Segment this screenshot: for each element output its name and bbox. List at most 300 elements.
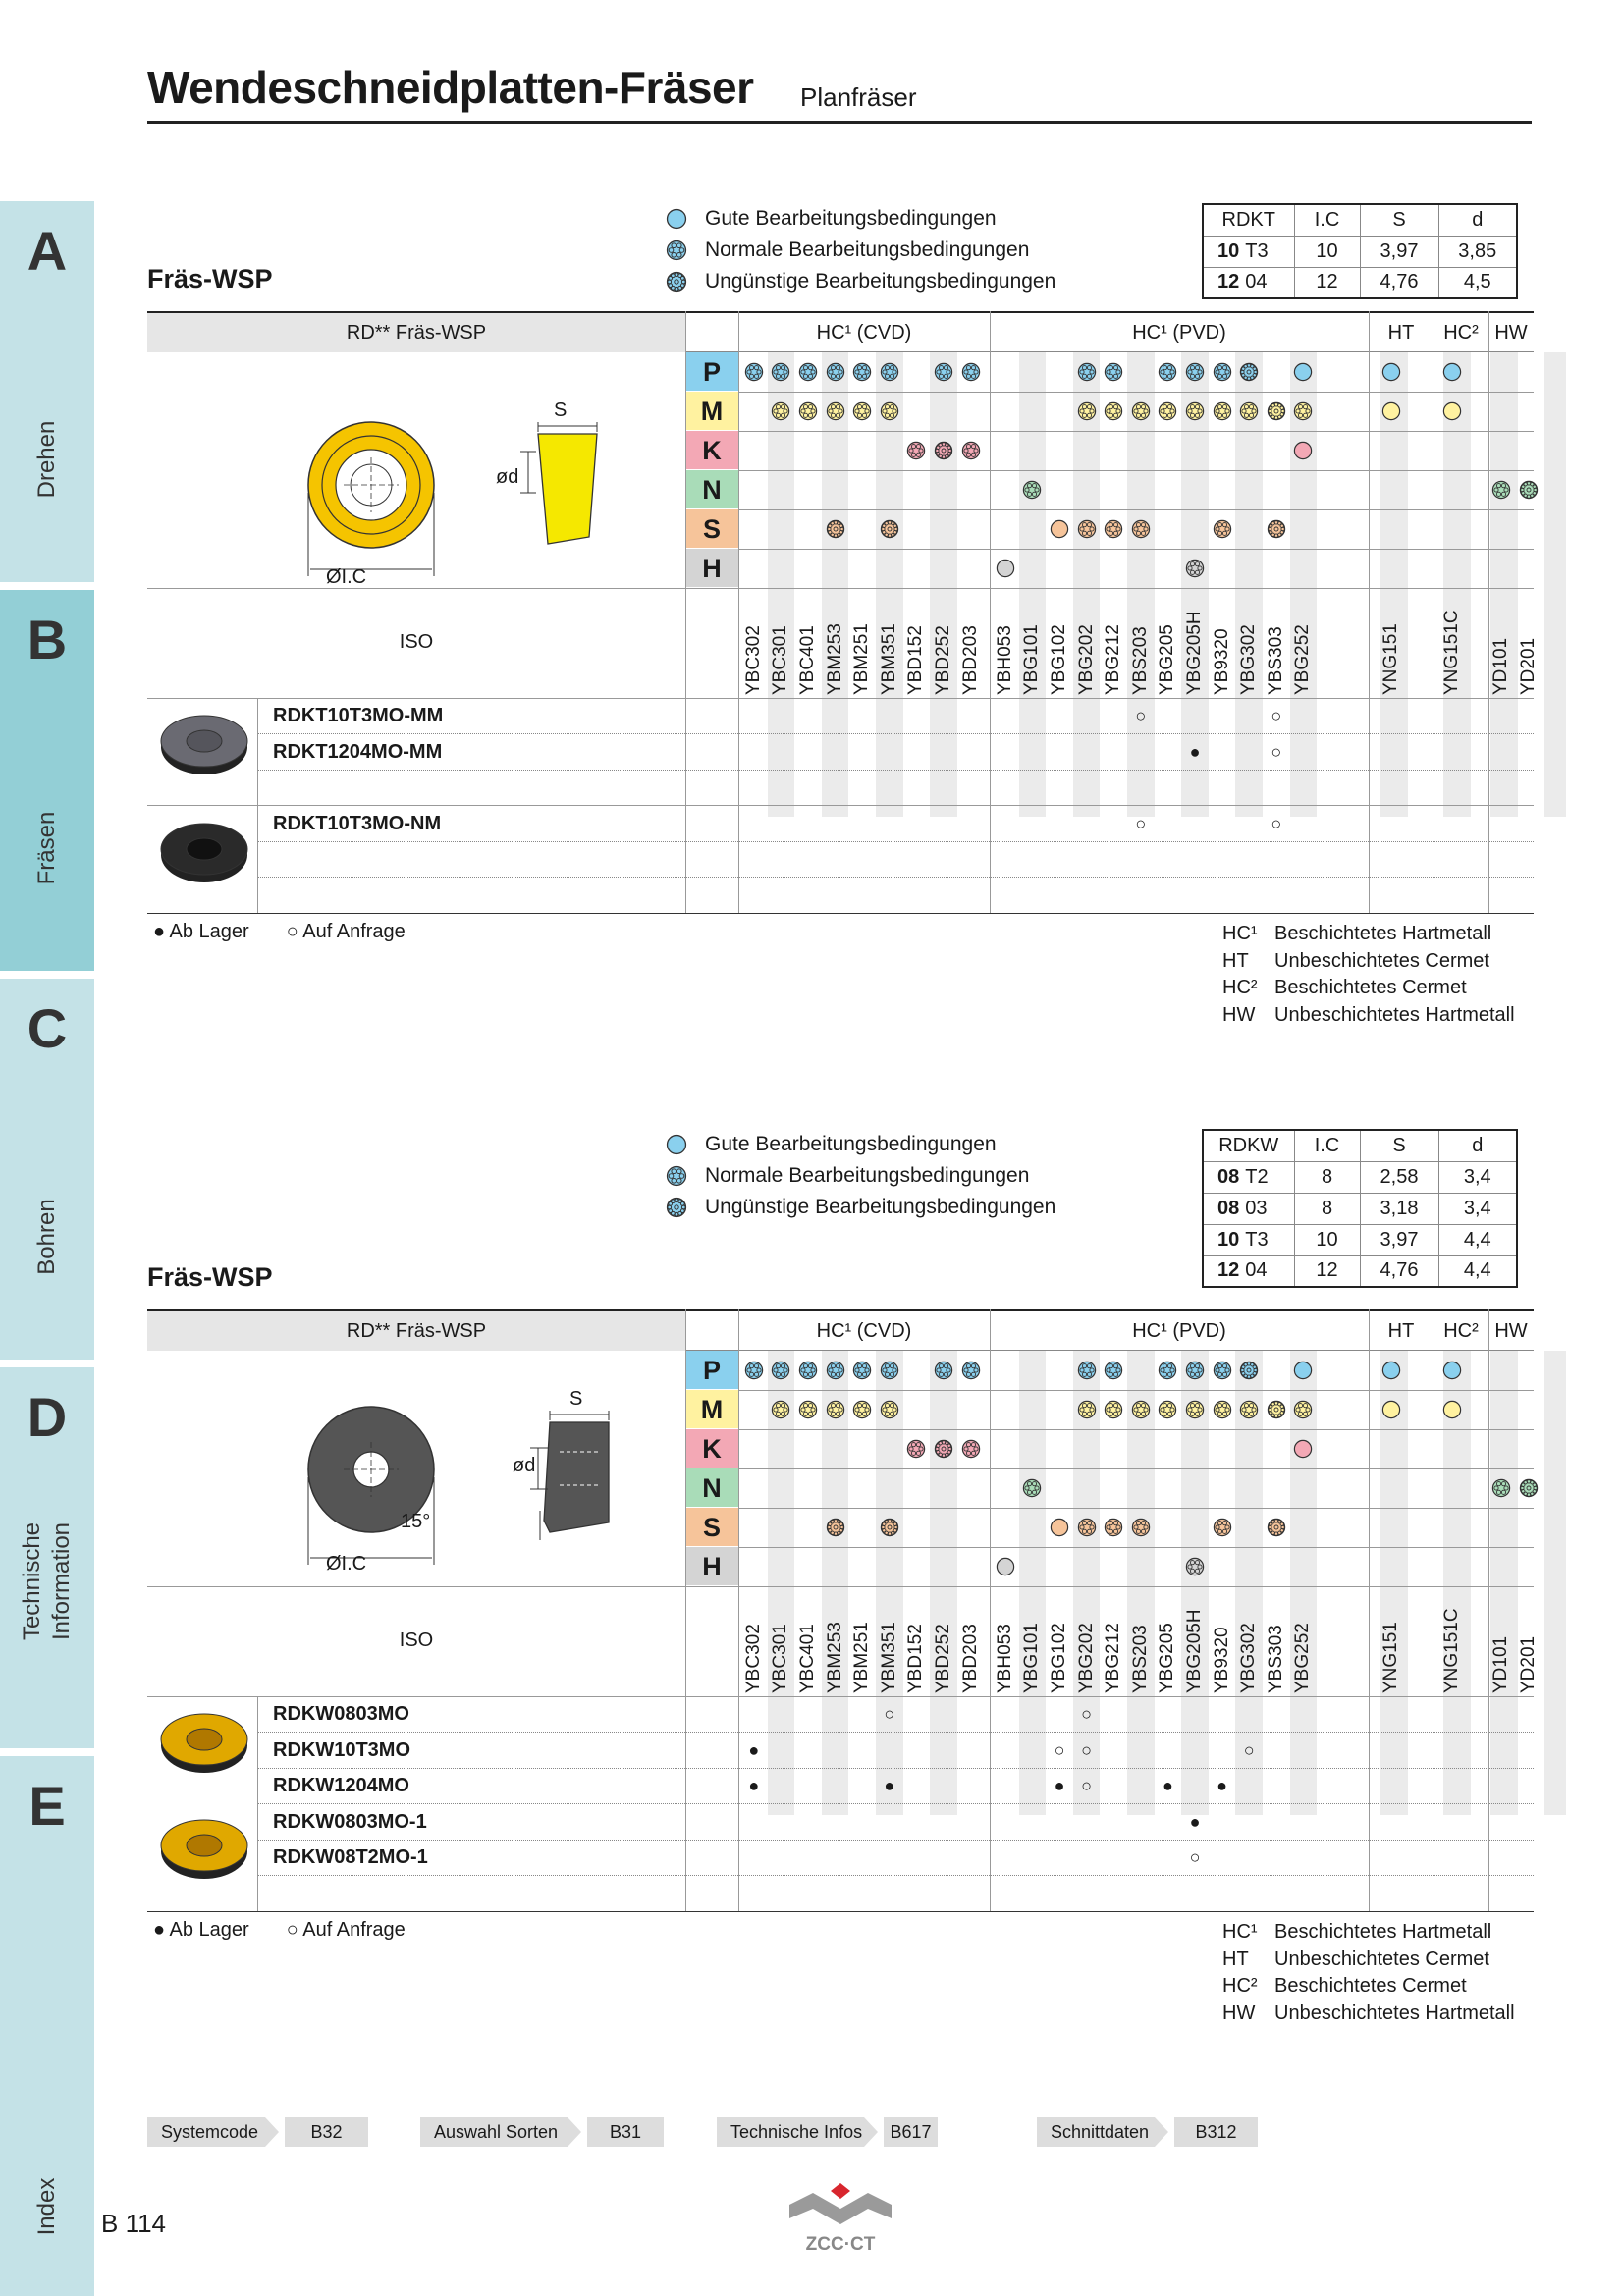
grade-label: YNG151C — [1441, 610, 1462, 695]
nav-label: Auswahl Sorten — [420, 2117, 568, 2147]
rating-normal-icon — [961, 362, 981, 382]
column-stripe — [1544, 1351, 1566, 1815]
column-stripe — [1019, 1351, 1047, 1815]
dim-value: 4,4 — [1438, 1224, 1517, 1255]
product-name: RDKW10T3MO — [273, 1738, 411, 1761]
grade-label: YBS303 — [1265, 626, 1286, 695]
grade-label: YBD152 — [905, 1624, 927, 1693]
grade-label: YBG212 — [1103, 1623, 1124, 1693]
rating-normal-icon — [852, 401, 872, 421]
legend-text: Normale Bearbeitungsbedingungen — [705, 239, 1030, 261]
rating-good-icon — [1293, 1361, 1313, 1380]
row-line — [257, 1732, 1534, 1733]
dim-value: 8 — [1294, 1193, 1360, 1224]
condition-good-icon — [666, 1134, 705, 1155]
abbreviation-meaning: Beschichtetes Hartmetall — [1274, 1921, 1492, 1943]
rating-normal-icon — [1158, 1361, 1177, 1380]
condition-normal-icon — [666, 240, 705, 261]
stock-mark: ● — [1162, 1776, 1173, 1795]
grade-label: YBM253 — [824, 623, 845, 695]
dim-header: I.C — [1294, 1130, 1360, 1161]
grade-label: YBG102 — [1049, 1623, 1069, 1693]
matrix-bottom — [147, 913, 1534, 914]
grade-label: YBC401 — [797, 625, 818, 695]
nav-link-b31[interactable] — [420, 2117, 664, 2147]
request-mark: ○ — [1243, 1739, 1255, 1760]
condition-normal-icon — [666, 1165, 705, 1187]
rating-normal-icon — [1104, 401, 1123, 421]
rating-normal-icon — [1185, 559, 1205, 578]
request-mark: ○ — [1271, 741, 1282, 762]
rating-normal-icon — [1213, 1400, 1232, 1419]
rating-normal-icon — [1104, 519, 1123, 539]
dim-value: 12 — [1294, 1255, 1360, 1287]
rating-bad-icon — [826, 519, 845, 539]
grade-label: YB9320 — [1211, 1627, 1232, 1693]
drawing-angle-label: 15° — [401, 1511, 431, 1532]
rating-normal-icon — [1213, 401, 1232, 421]
abbreviation-meaning: Unbeschichtetes Cermet — [1274, 949, 1489, 972]
dim-header: S — [1360, 1130, 1438, 1161]
grade-label: YBG205 — [1157, 1623, 1178, 1693]
column-stripe — [1380, 352, 1408, 817]
group-header-hc2: HC² — [1443, 322, 1479, 344]
nav-link-b312[interactable] — [1037, 2117, 1258, 2147]
rating-normal-icon — [880, 1361, 899, 1380]
material-M: M — [685, 392, 738, 431]
request-mark: ○ — [1054, 1739, 1065, 1760]
rating-normal-icon — [852, 362, 872, 382]
abbreviation-row — [1222, 1002, 1515, 1030]
tab-b[interactable] — [0, 590, 94, 975]
rating-normal-icon — [852, 1400, 872, 1419]
col-line — [1488, 311, 1489, 913]
grade-label: YBD252 — [933, 1624, 953, 1693]
rating-good-icon — [1442, 1361, 1462, 1380]
rating-normal-icon — [771, 362, 790, 382]
legend-text: Gute Bearbeitungsbedingungen — [705, 1133, 997, 1155]
rating-normal-icon — [1158, 1400, 1177, 1419]
dim-header: d — [1438, 1130, 1517, 1161]
grade-label: YBM351 — [878, 1622, 899, 1693]
grade-label: YBG252 — [1292, 1623, 1314, 1693]
availability-legend — [153, 1919, 406, 1942]
rating-bad-icon — [1267, 1400, 1286, 1419]
dim-header: RDKW — [1203, 1130, 1294, 1161]
rating-good-icon — [1381, 1400, 1401, 1419]
rating-bad-icon — [880, 1518, 899, 1537]
request-mark: ○ — [1271, 813, 1282, 833]
dim-value: 4,4 — [1438, 1255, 1517, 1287]
row-line — [257, 770, 1534, 771]
grade-label: YBG102 — [1049, 624, 1069, 695]
product-name: RDKW0803MO-1 — [273, 1810, 427, 1833]
dim-value: 8 — [1294, 1161, 1360, 1193]
tab-label: Index — [33, 2177, 60, 2236]
material-H: H — [685, 1547, 738, 1586]
matrix-header-title: RD** Fräs-WSP — [147, 1311, 685, 1351]
dim-header: RDKT — [1203, 204, 1294, 236]
insert-photo-rdkt-mm — [155, 708, 253, 776]
divider — [147, 1696, 1534, 1697]
dim-code: 08 T2 — [1203, 1161, 1294, 1193]
condition-bad-icon — [666, 271, 705, 293]
rating-bad-icon — [934, 1439, 953, 1459]
tab-label: Drehen — [33, 420, 60, 499]
grade-label: YBM251 — [851, 1622, 873, 1693]
rating-good-icon — [1293, 362, 1313, 382]
row-line — [738, 392, 1534, 393]
dim-value: 3,85 — [1438, 236, 1517, 267]
row-line — [147, 805, 1534, 806]
rating-good-icon — [1381, 362, 1401, 382]
stock-legend: ● Ab Lager — [153, 1919, 249, 1941]
dim-code: 10 T3 — [1203, 236, 1294, 267]
rating-normal-icon — [906, 441, 926, 460]
rating-normal-icon — [1022, 480, 1042, 500]
dim-row — [1203, 1255, 1517, 1287]
grade-label: YBC302 — [742, 1624, 764, 1693]
insert-photo-rdkw-1 — [155, 1812, 253, 1881]
nav-page: B617 — [884, 2117, 938, 2147]
grade-label: YBG202 — [1075, 1623, 1097, 1693]
request-legend: ○ Auf Anfrage — [286, 921, 406, 942]
nav-page: B31 — [587, 2117, 664, 2147]
grade-label: YBG302 — [1238, 1623, 1260, 1693]
rating-normal-icon — [1022, 1478, 1042, 1498]
grade-matrix — [147, 311, 1539, 834]
row-line — [738, 1547, 1534, 1548]
grade-label: YBG205 — [1157, 624, 1178, 695]
abbreviation: HW — [1222, 2002, 1256, 2024]
abbreviation: HC¹ — [1222, 923, 1258, 944]
dim-value: 3,4 — [1438, 1161, 1517, 1193]
dim-header: I.C — [1294, 204, 1360, 236]
abbreviation-row — [1222, 1947, 1515, 1974]
chevron-right-icon — [864, 2117, 878, 2147]
tab-letter: D — [27, 1386, 68, 1448]
column-stripe — [768, 352, 795, 817]
rating-normal-icon — [798, 362, 818, 382]
rating-normal-icon — [961, 441, 981, 460]
dim-value: 12 — [1294, 267, 1360, 298]
rating-bad-icon — [1519, 1478, 1539, 1498]
rating-normal-icon — [798, 1361, 818, 1380]
row-line — [257, 1768, 1534, 1769]
request-legend: ○ Auf Anfrage — [286, 1919, 406, 1941]
grade-label: YD201 — [1517, 1635, 1539, 1693]
rating-normal-icon — [1077, 1400, 1097, 1419]
rating-good-icon — [1050, 1518, 1069, 1537]
rating-normal-icon — [1185, 1361, 1205, 1380]
tab-label: Bohren — [33, 1199, 60, 1275]
material-N: N — [685, 470, 738, 509]
drawing-ic-label: ØI.C — [326, 566, 367, 588]
row-line — [738, 431, 1534, 432]
iso-label: ISO — [399, 631, 434, 653]
legend-text: Normale Bearbeitungsbedingungen — [705, 1164, 1030, 1187]
abbreviation: HC¹ — [1222, 1921, 1258, 1943]
abbreviation-meaning: Beschichtetes Cermet — [1274, 1975, 1467, 1997]
grade-label: YBG202 — [1075, 624, 1097, 695]
column-stripe — [1235, 352, 1263, 817]
col-line — [257, 698, 258, 913]
legend-normal — [666, 1160, 1055, 1192]
drawing-ic-label: ØI.C — [326, 1553, 367, 1575]
column-stripe — [1544, 352, 1566, 817]
group-header-pvd: HC¹ (PVD) — [1132, 1320, 1226, 1342]
rating-good-icon — [1442, 1400, 1462, 1419]
material-S: S — [685, 509, 738, 549]
rating-normal-icon — [880, 362, 899, 382]
abbreviation-meaning: Beschichtetes Cermet — [1274, 977, 1467, 998]
rating-good-icon — [1381, 1361, 1401, 1380]
dim-row — [1203, 267, 1517, 298]
rating-bad-icon — [1267, 519, 1286, 539]
matrix-header — [147, 311, 1534, 352]
stock-mark: ● — [1054, 1776, 1065, 1795]
rating-normal-icon — [1491, 1478, 1511, 1498]
rating-bad-icon — [880, 519, 899, 539]
rating-normal-icon — [1213, 362, 1232, 382]
tab-d[interactable] — [0, 1367, 94, 1752]
legend-good — [666, 203, 1055, 235]
matrix-header-title: RD** Fräs-WSP — [147, 313, 685, 352]
product-name: RDKW0803MO — [273, 1703, 409, 1725]
rating-normal-icon — [1185, 401, 1205, 421]
grade-label: YBG205H — [1184, 1609, 1205, 1693]
col-line — [738, 1309, 739, 1911]
rating-good-icon — [996, 1557, 1015, 1576]
rating-normal-icon — [934, 362, 953, 382]
column-stripe — [1443, 352, 1471, 817]
abbreviation-meaning: Unbeschichtetes Hartmetall — [1274, 1003, 1515, 1026]
rating-normal-icon — [934, 1361, 953, 1380]
dim-value: 10 — [1294, 1224, 1360, 1255]
rating-normal-icon — [880, 1400, 899, 1419]
rating-normal-icon — [826, 362, 845, 382]
page-title: Wendeschneidplatten-Fräser — [147, 62, 754, 113]
row-line — [738, 1390, 1534, 1391]
column-stripe — [1181, 1351, 1209, 1815]
dim-value: 10 — [1294, 236, 1360, 267]
rating-normal-icon — [1293, 1400, 1313, 1419]
rating-normal-icon — [1077, 519, 1097, 539]
grade-label: YD101 — [1490, 637, 1512, 695]
group-header-hc2: HC² — [1443, 1320, 1479, 1342]
rating-normal-icon — [906, 1439, 926, 1459]
rating-normal-icon — [1185, 1400, 1205, 1419]
dim-value: 4,5 — [1438, 267, 1517, 298]
rating-bad-icon — [1267, 401, 1286, 421]
request-mark: ○ — [1135, 706, 1147, 725]
chevron-right-icon — [568, 2117, 581, 2147]
grade-label: YBM251 — [851, 623, 873, 695]
nav-link-b617[interactable] — [717, 2117, 938, 2147]
dim-code: 12 04 — [1203, 267, 1294, 298]
nav-link-b32[interactable] — [147, 2117, 368, 2147]
rating-normal-icon — [744, 362, 764, 382]
rating-normal-icon — [1185, 362, 1205, 382]
column-stripe — [1073, 352, 1101, 817]
grade-label: YBG252 — [1292, 624, 1314, 695]
grade-label: YBG101 — [1021, 624, 1043, 695]
rating-bad-icon — [1239, 362, 1259, 382]
rating-normal-icon — [1213, 519, 1232, 539]
insert-photo-rdkw — [155, 1706, 253, 1775]
row-line — [257, 841, 1534, 842]
iso-label: ISO — [399, 1629, 434, 1651]
request-mark: ○ — [1271, 706, 1282, 725]
material-K: K — [685, 1429, 738, 1468]
row-line — [738, 1429, 1534, 1430]
grade-label: YBH053 — [994, 625, 1015, 695]
drawing-d-label: ød — [496, 466, 519, 488]
product-name: RDKT1204MO-MM — [273, 740, 443, 763]
stock-mark: ● — [884, 1776, 895, 1795]
nav-label: Systemcode — [147, 2117, 265, 2147]
rating-normal-icon — [826, 1400, 845, 1419]
rating-normal-icon — [1077, 401, 1097, 421]
insert-drawing — [265, 365, 658, 586]
abbreviation-row — [1222, 975, 1515, 1002]
column-stripe — [1290, 352, 1318, 817]
condition-legend — [666, 1129, 1055, 1223]
dim-value: 2,58 — [1360, 1161, 1438, 1193]
rating-normal-icon — [1239, 1400, 1259, 1419]
grade-label: YB9320 — [1211, 628, 1232, 695]
drawing-s-label: S — [554, 400, 568, 421]
rating-normal-icon — [771, 1361, 790, 1380]
grade-label: YBM351 — [878, 623, 899, 695]
nav-label: Technische Infos — [717, 2117, 864, 2147]
tab-a[interactable] — [0, 201, 94, 586]
dim-row — [1203, 1224, 1517, 1255]
page-subtitle: Planfräser — [800, 82, 917, 112]
rating-normal-icon — [1131, 401, 1151, 421]
title-rule — [147, 121, 1532, 124]
rating-normal-icon — [1077, 362, 1097, 382]
legend-text: Gute Bearbeitungsbedingungen — [705, 207, 997, 230]
grade-label: YBG101 — [1021, 1623, 1043, 1693]
abbreviation-meaning: Unbeschichtetes Hartmetall — [1274, 2002, 1515, 2024]
insert-photo-rdkt-nm — [155, 816, 253, 884]
matrix-header — [147, 1309, 1534, 1351]
rating-normal-icon — [798, 1400, 818, 1419]
rating-good-icon — [1293, 441, 1313, 460]
column-stripe — [768, 1351, 795, 1815]
group-header-cvd: HC¹ (CVD) — [816, 322, 912, 344]
dim-value: 4,76 — [1360, 267, 1438, 298]
stock-mark: ● — [1217, 1776, 1228, 1795]
logo-text: ZCC·CT — [805, 2234, 876, 2255]
zcc-ct-logo — [784, 2179, 897, 2263]
grade-label: YNG151 — [1380, 1622, 1401, 1693]
abbreviation-row — [1222, 921, 1515, 948]
column-stripe — [1443, 1351, 1471, 1815]
grade-label: YNG151 — [1380, 623, 1401, 695]
abbreviation-row — [1222, 1973, 1515, 2001]
product-name: RDKT10T3MO-NM — [273, 812, 442, 834]
material-P: P — [685, 1351, 738, 1390]
row-line — [738, 1508, 1534, 1509]
dim-code: 12 04 — [1203, 1255, 1294, 1287]
grade-label: YBD203 — [959, 1624, 981, 1693]
rating-bad-icon — [1267, 1518, 1286, 1537]
dim-value: 3,4 — [1438, 1193, 1517, 1224]
column-stripe — [1019, 352, 1047, 817]
column-stripe — [876, 1351, 903, 1815]
dim-value: 3,97 — [1360, 1224, 1438, 1255]
col-line — [1369, 1309, 1370, 1911]
dim-value: 3,97 — [1360, 236, 1438, 267]
abbreviation-legend — [1222, 1919, 1515, 2027]
request-mark: ○ — [884, 1704, 895, 1724]
column-stripe — [876, 352, 903, 817]
material-P: P — [685, 352, 738, 392]
tab-c[interactable] — [0, 979, 94, 1363]
grade-label: YBS203 — [1129, 626, 1151, 695]
rating-normal-icon — [744, 1361, 764, 1380]
grade-matrix — [147, 1309, 1539, 1868]
row-line — [738, 1468, 1534, 1469]
col-line — [990, 311, 991, 913]
tab-label: Technische Information — [19, 1522, 75, 1641]
rating-normal-icon — [1104, 362, 1123, 382]
rating-normal-icon — [1131, 519, 1151, 539]
rating-normal-icon — [1239, 401, 1259, 421]
rating-normal-icon — [1293, 401, 1313, 421]
grade-label: YD201 — [1517, 637, 1539, 695]
rating-normal-icon — [1104, 1518, 1123, 1537]
group-header-ht: HT — [1387, 1320, 1415, 1342]
legend-bad — [666, 1192, 1055, 1223]
chevron-right-icon — [265, 2117, 279, 2147]
column-stripe — [1127, 1351, 1155, 1815]
rating-normal-icon — [771, 1400, 790, 1419]
row-line — [257, 877, 1534, 878]
rating-good-icon — [1442, 401, 1462, 421]
rating-normal-icon — [826, 401, 845, 421]
column-stripe — [1380, 1351, 1408, 1815]
dim-row — [1203, 1193, 1517, 1224]
rating-normal-icon — [771, 401, 790, 421]
material-N: N — [685, 1468, 738, 1508]
divider — [147, 1586, 1534, 1587]
dim-code: 08 03 — [1203, 1193, 1294, 1224]
stock-legend: ● Ab Lager — [153, 921, 249, 942]
rating-normal-icon — [961, 1361, 981, 1380]
group-header-ht: HT — [1387, 322, 1415, 344]
column-stripe — [822, 1351, 849, 1815]
tab-e[interactable] — [0, 1756, 94, 2296]
abbreviation-meaning: Beschichtetes Hartmetall — [1274, 923, 1492, 944]
rating-bad-icon — [826, 1518, 845, 1537]
request-mark: ○ — [1081, 1776, 1093, 1795]
column-stripe — [930, 1351, 957, 1815]
material-S: S — [685, 1508, 738, 1547]
rating-bad-icon — [934, 441, 953, 460]
abbreviation: HC² — [1222, 1975, 1258, 1997]
rating-normal-icon — [1491, 480, 1511, 500]
divider — [147, 698, 1534, 699]
grade-label: YBG302 — [1238, 624, 1260, 695]
rating-good-icon — [1442, 362, 1462, 382]
col-line — [1488, 1309, 1489, 1911]
insert-drawing — [265, 1363, 658, 1584]
request-mark: ○ — [1135, 813, 1147, 833]
row-line — [738, 470, 1534, 471]
